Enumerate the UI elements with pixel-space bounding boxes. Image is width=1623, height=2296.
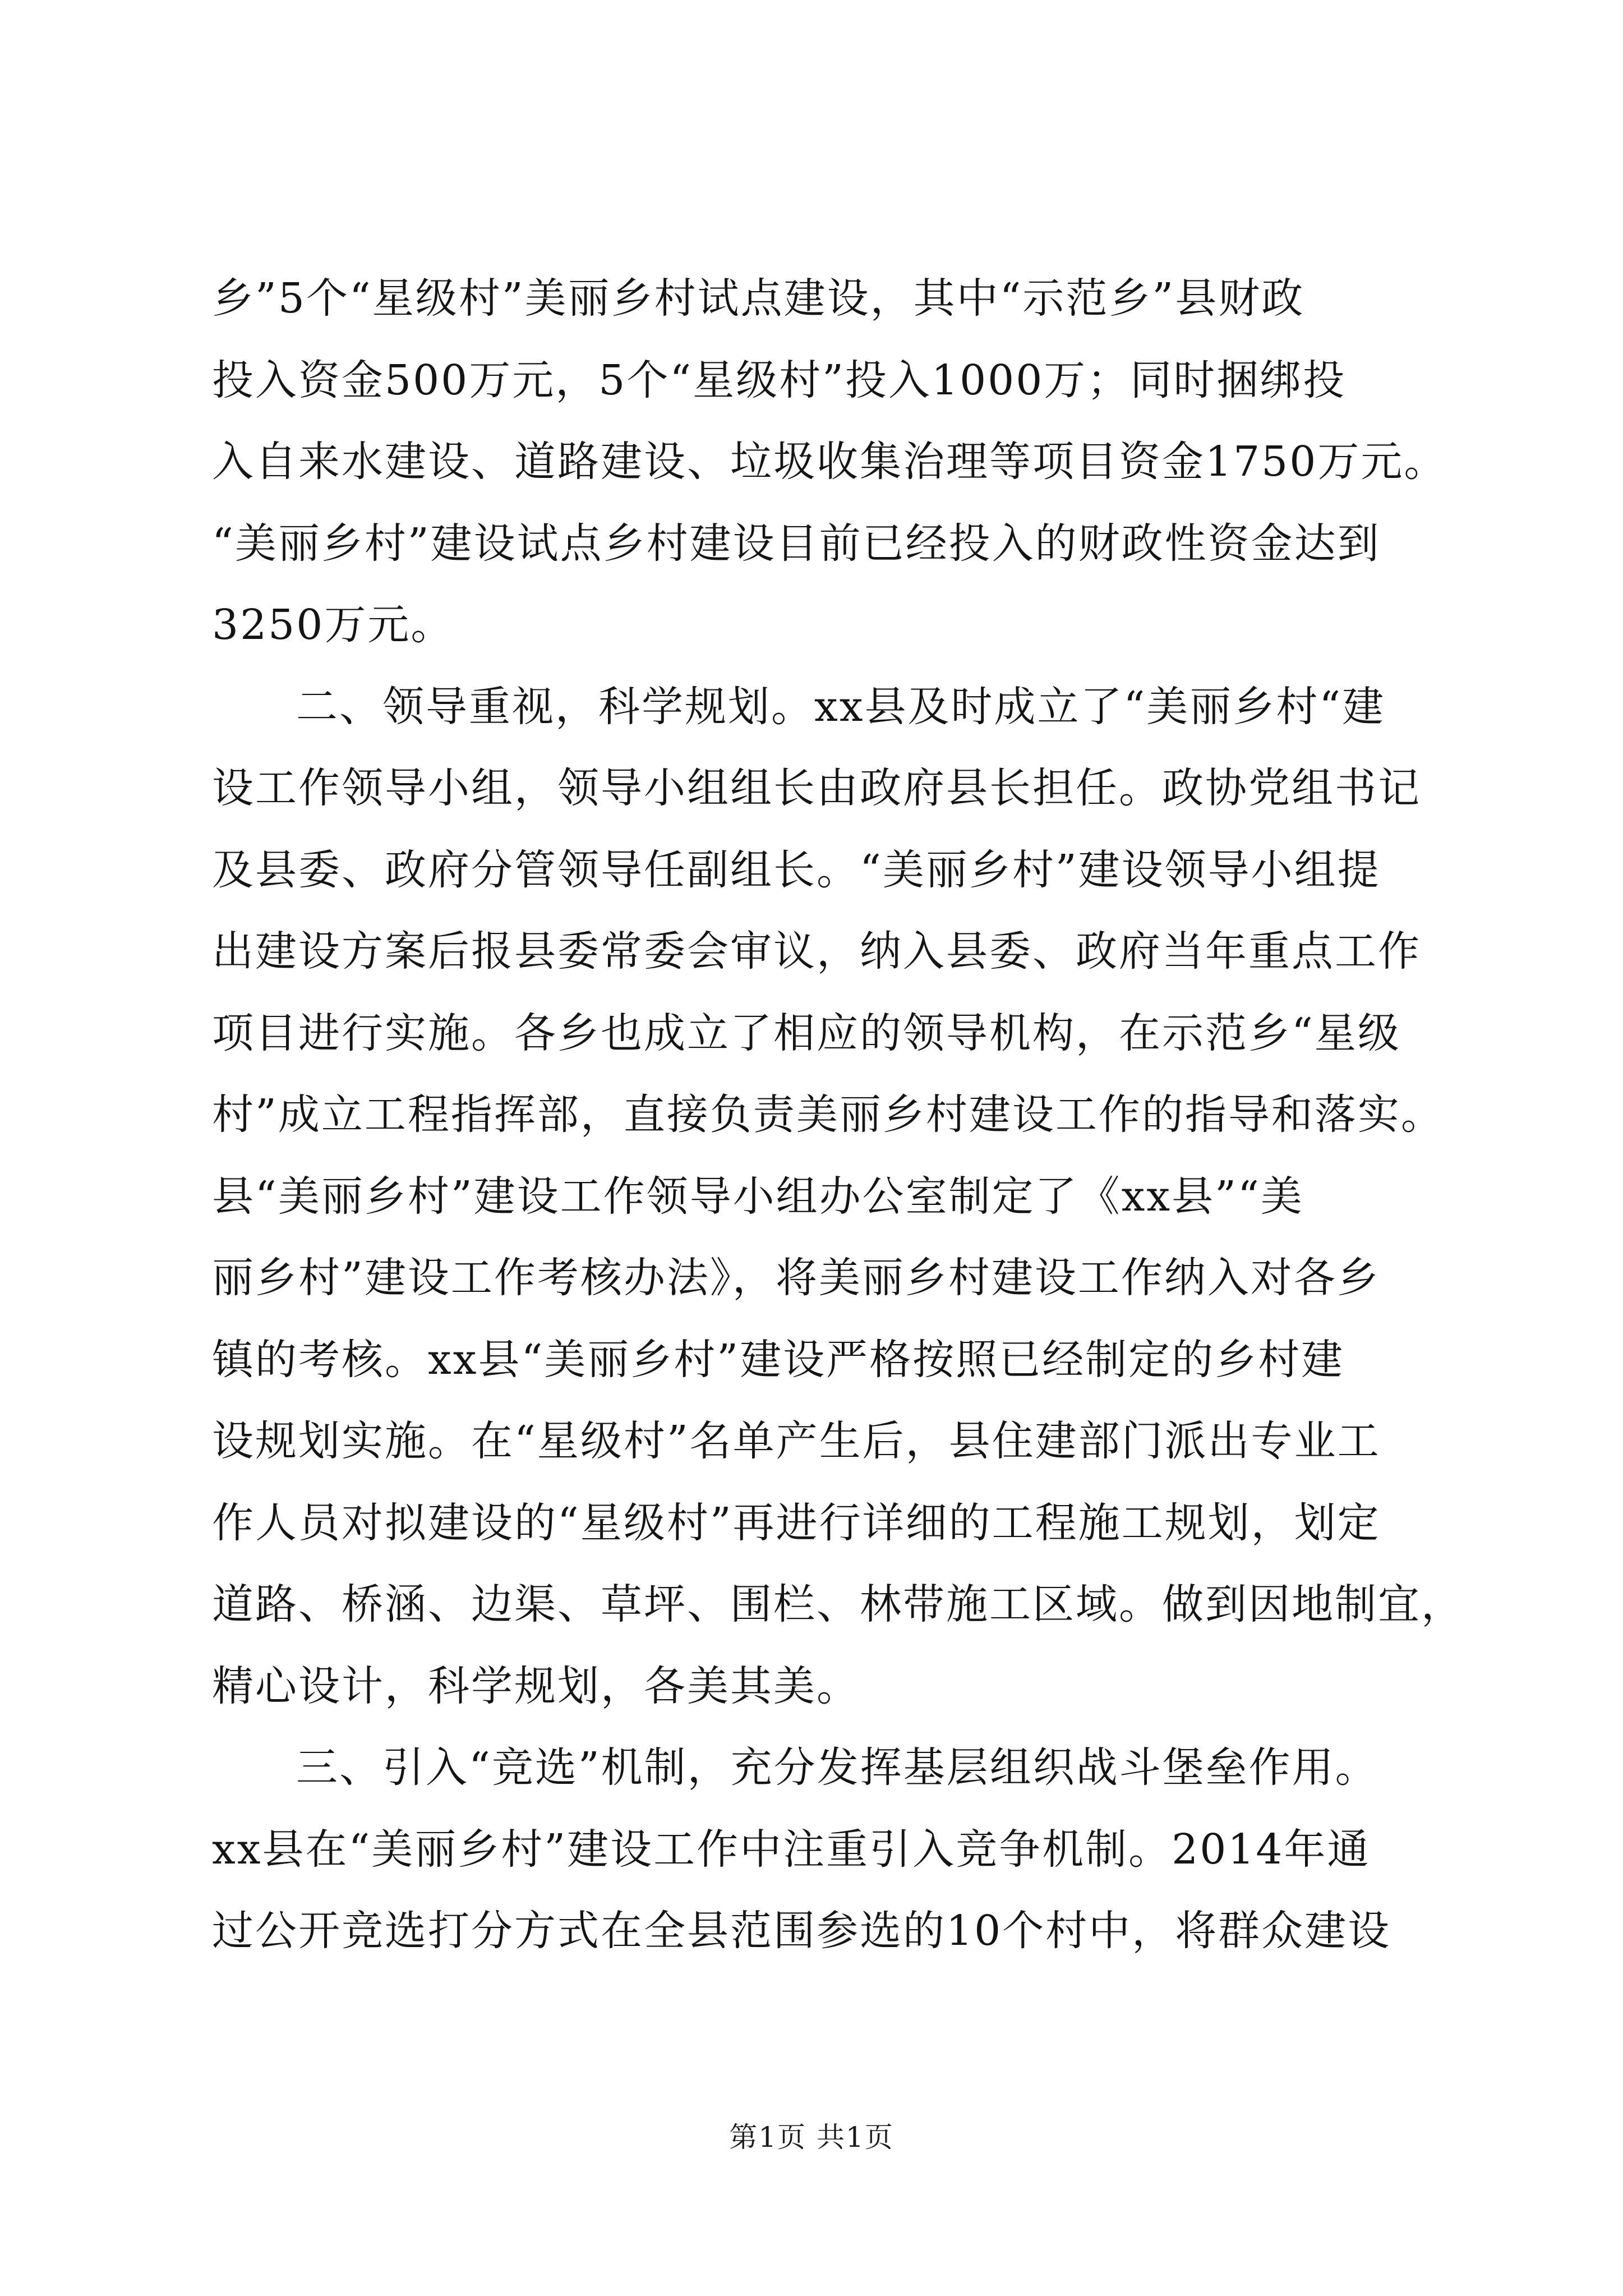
text-line: 及县委、政府分管领导任副组长。“美丽乡村”建设领导小组提 [212,845,1381,894]
text-line: “美丽乡村”建设试点乡村建设目前已经投入的财政性资金达到 [212,519,1381,568]
text-line: 作人员对拟建设的“星级村”再进行详细的工程施工规划，划定 [212,1498,1381,1547]
text-line: 过公开竞选打分方式在全县范围参选的10个村中，将群众建设 [212,1907,1391,1955]
text-line: 村”成立工程指挥部，直接负责美丽乡村建设工作的指导和落实。 [212,1091,1444,1139]
page-number-footer: 第1页 共1页 [729,2121,894,2154]
text-line: xx县在“美丽乡村”建设工作中注重引入竞争机制。2014年通 [212,1825,1371,1874]
section-heading-line: 二、领导重视，科学规划。xx县及时成立了“美丽乡村“建 [296,682,1386,731]
document-body [212,258,1464,1972]
text-line: 乡”5个“星级村”美丽乡村试点建设，其中“示范乡”县财政 [212,274,1305,323]
text-line: 县“美丽乡村”建设工作领导小组办公室制定了《xx县”“美 [212,1172,1304,1221]
text-line: 项目进行实施。各乡也成立了相应的领导机构，在示范乡“星级 [212,1009,1401,1057]
text-line: 3250万元。 [212,601,454,649]
text-line: 道路、桥涵、边渠、草坪、围栏、林带施工区域。做到因地制宜， [212,1580,1464,1628]
text-line: 设规划实施。在“星级村”名单产生后，县住建部门派出专业工 [212,1417,1381,1465]
text-line: 设工作领导小组，领导小组组长由政府县长担任。政协党组书记 [212,764,1421,812]
text-line: 入自来水建设、道路建设、垃圾收集治理等项目资金1750万元。 [212,438,1447,486]
text-line: 精心设计，科学规划，各美其美。 [212,1662,860,1710]
section-heading-line: 三、引入“竞选”机制，充分发挥基层组织战斗堡垒作用。 [296,1743,1378,1792]
text-line: 镇的考核。xx县“美丽乡村”建设严格按照已经制定的乡村建 [212,1335,1345,1384]
text-line: 丽乡村”建设工作考核办法》，将美丽乡村建设工作纳入对各乡 [212,1254,1380,1302]
text-line: 投入资金500万元，5个“星级村”投入1000万；同时捆绑投 [212,356,1347,404]
text-line: 出建设方案后报县委常委会审议，纳入县委、政府当年重点工作 [212,927,1421,976]
